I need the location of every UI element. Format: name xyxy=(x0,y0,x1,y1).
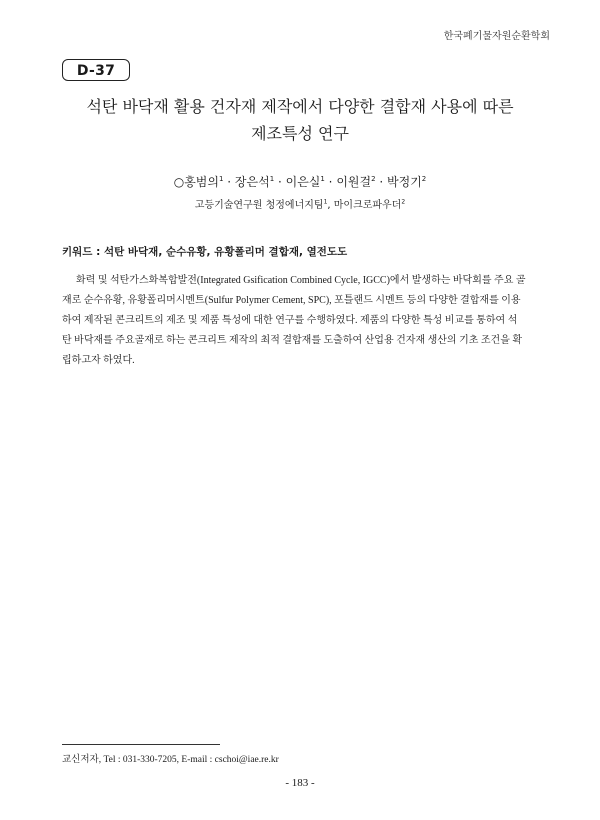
abstract-line: 탄 바닥재를 주요골재로 하는 콘크리트 제작의 최적 결합재를 도출하여 산업용 건자재 생산의 기초 조건을 확 xyxy=(62,335,523,346)
affiliation-mark-2: 2 xyxy=(401,198,406,206)
keywords xyxy=(62,244,542,259)
abstract-line: 재로 순수유황, 유황폴리머시멘트(Sulfur Polymer Cement, SPC), 포틀랜드 시멘트 등의 다양한 결합재를 이용 xyxy=(62,295,521,306)
affiliation-mark-1: 1 xyxy=(323,198,328,206)
author-affiliation-mark: 2 xyxy=(371,175,376,183)
author-list xyxy=(40,173,560,190)
society-name: 한국폐기물자원순환학회 xyxy=(443,31,550,42)
paper-title xyxy=(40,93,560,147)
paper-code-box: D-37 xyxy=(62,59,130,81)
page-number: - 183 - xyxy=(285,777,315,789)
abstract-line: 하여 제작된 콘크리트의 제조 및 제품 특성에 대한 연구를 수행하였다. 제품의 다양한 특성 비교를 통하여 석 xyxy=(62,315,518,326)
keywords-text: 석탄 바닥재, 순수유황, 유황폴리머 결합재, 열전도도 xyxy=(103,246,348,258)
affiliations xyxy=(40,196,560,211)
abstract xyxy=(62,271,540,371)
abstract-line: 화력 및 석탄가스화복합발전(Integrated Gsification Combined Cycle, IGCC)에서 발생하는 바닥회를 주요 골 xyxy=(76,275,526,286)
affiliation-separator: , xyxy=(327,200,334,211)
presenter-marker: ○ xyxy=(173,175,185,189)
affiliation-1: 고등기술연구원 청정에너지팀 xyxy=(194,200,324,211)
author-affiliation-mark: 1 xyxy=(218,175,224,183)
author-name: 장은석 xyxy=(234,175,270,189)
author-separator: · xyxy=(324,175,337,189)
corresponding-author-footnote: 교신저자, Tel : 031-330-7205, E-mail : cschoi@iae.re.kr xyxy=(62,755,279,765)
affiliation-2: 마이크로파우더 xyxy=(333,200,402,211)
author-name: 홍범의 xyxy=(184,175,219,189)
title-line-2: 제조특성 연구 xyxy=(251,124,349,143)
author-affiliation-mark: 2 xyxy=(421,175,427,183)
author-separator: · xyxy=(223,175,235,189)
keywords-label: 키워드 : xyxy=(62,246,104,258)
author-name: 박정기 xyxy=(387,175,422,189)
author-affiliation-mark: 1 xyxy=(320,175,325,183)
footnote-divider xyxy=(62,744,220,745)
author-name: 이은실 xyxy=(285,175,321,189)
author-affiliation-mark: 1 xyxy=(269,175,275,183)
abstract-line: 립하고자 하였다. xyxy=(62,355,135,366)
author-separator: · xyxy=(274,175,286,189)
title-line-1: 석탄 바닥재 활용 건자재 제작에서 다양한 결합재 사용에 따른 xyxy=(86,97,514,116)
author-separator: · xyxy=(375,175,388,189)
author-name: 이원걸 xyxy=(336,175,372,189)
